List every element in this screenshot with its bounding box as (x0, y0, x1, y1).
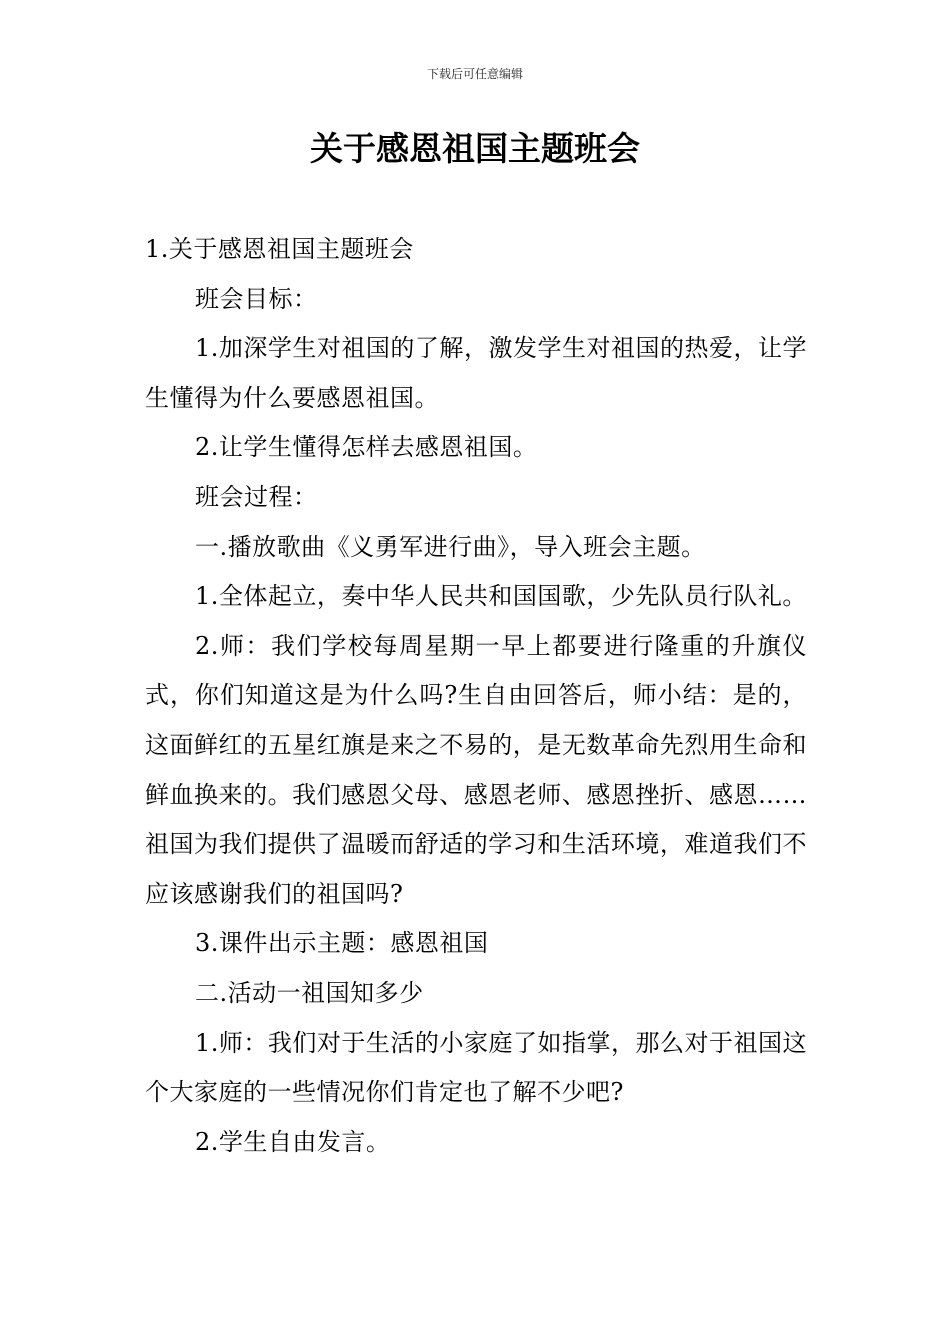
paragraph-goal-1: 1.加深学生对祖国的了解，激发学生对祖国的热爱，让学生懂得为什么要感恩祖国。 (145, 334, 807, 412)
paragraph-step-1-2: 2.师：我们学校每周星期一早上都要进行隆重的升旗仪式，你们知道这是为什么吗?生自由回答后，师小结：是的，这面鲜红的五星红旗是来之不易的，是无数革命先烈用生命和鲜血换来的。我们感恩父母、感恩老师、感恩挫折、感恩……祖国为我们提供了温暖而舒适的学习和生活环境，难道我们不应该感谢我们的祖国吗? (145, 631, 807, 908)
paragraph-step-1-1: 1.全体起立，奏中华人民共和国国歌，少先队员行队礼。 (195, 582, 807, 611)
paragraph-heading: 1.关于感恩祖国主题班会 (145, 235, 414, 263)
header-note: 下载后可任意编辑 (426, 67, 523, 81)
paragraph-section-2: 二.活动一祖国知多少 (195, 978, 424, 1007)
paragraph-step-1-3: 3.课件出示主题：感恩祖国 (195, 929, 489, 958)
paragraph-process-label: 班会过程： (195, 482, 318, 511)
paragraph-step-2-2: 2.学生自由发言。 (195, 1127, 391, 1156)
document-title: 关于感恩祖国主题班会 (310, 129, 640, 168)
paragraph-goals-label: 班会目标： (195, 284, 318, 313)
document-body (145, 225, 807, 1167)
paragraph-section-1: 一.播放歌曲《义勇军进行曲》，导入班会主题。 (195, 532, 706, 561)
paragraph-goal-2: 2.让学生懂得怎样去感恩祖国。 (195, 433, 538, 462)
paragraph-step-2-1: 1.师：我们对于生活的小家庭了如指掌，那么对于祖国这个大家庭的一些情况你们肯定也了解不少吧? (145, 1028, 807, 1107)
